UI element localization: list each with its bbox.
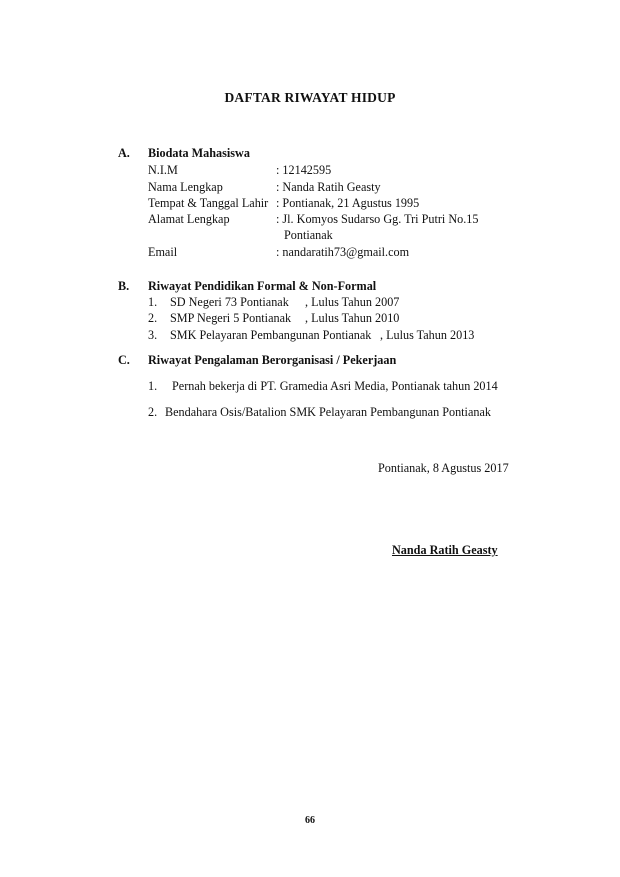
- education-item-year: , Lulus Tahun 2007: [305, 295, 400, 309]
- education-item-school: SMK Pelayaran Pembangunan Pontianak: [170, 328, 372, 342]
- section-b-heading: Riwayat Pendidikan Formal & Non-Formal: [148, 279, 377, 293]
- section-c-heading: Riwayat Pengalaman Berorganisasi / Pekerjaan: [148, 353, 397, 367]
- bio-label-birth: Tempat & Tanggal Lahir: [148, 196, 269, 210]
- education-item-year: , Lulus Tahun 2010: [305, 311, 400, 325]
- education-item-number: 3.: [148, 328, 158, 342]
- document-title: DAFTAR RIWAYAT HIDUP: [224, 90, 396, 105]
- place-date: Pontianak, 8 Agustus 2017: [378, 461, 509, 475]
- bio-value-address: : Jl. Komyos Sudarso Gg. Tri Putri No.15: [276, 212, 479, 226]
- section-b-letter: B.: [118, 279, 130, 293]
- bio-value-name: : Nanda Ratih Geasty: [276, 180, 381, 194]
- bio-value-email: : nandaratih73@gmail.com: [276, 245, 410, 259]
- page-number: 66: [305, 815, 315, 826]
- bio-label-email: Email: [148, 245, 178, 259]
- education-item-school: SD Negeri 73 Pontianak: [170, 295, 289, 309]
- experience-item-text: Bendahara Osis/Batalion SMK Pelayaran Pembangunan Pontianak: [165, 405, 491, 419]
- education-item-year: , Lulus Tahun 2013: [380, 328, 475, 342]
- section-c-letter: C.: [118, 353, 130, 367]
- bio-value-birth: : Pontianak, 21 Agustus 1995: [276, 196, 420, 210]
- section-a-letter: A.: [118, 146, 130, 160]
- bio-label-address: Alamat Lengkap: [148, 212, 230, 226]
- bio-label-nim: N.I.M: [148, 163, 178, 177]
- bio-value-address-cont: Pontianak: [284, 228, 333, 242]
- bio-value-nim: : 12142595: [276, 163, 332, 177]
- experience-item-number: 2.: [148, 405, 158, 419]
- bio-label-name: Nama Lengkap: [148, 180, 223, 194]
- signature-name: Nanda Ratih Geasty: [392, 543, 498, 557]
- section-a-heading: Biodata Mahasiswa: [148, 146, 250, 160]
- experience-item-number: 1.: [148, 379, 158, 393]
- experience-item-text: Pernah bekerja di PT. Gramedia Asri Media, Pontianak tahun 2014: [172, 379, 498, 393]
- education-item-school: SMP Negeri 5 Pontianak: [170, 311, 292, 325]
- education-item-number: 2.: [148, 311, 158, 325]
- education-item-number: 1.: [148, 295, 158, 309]
